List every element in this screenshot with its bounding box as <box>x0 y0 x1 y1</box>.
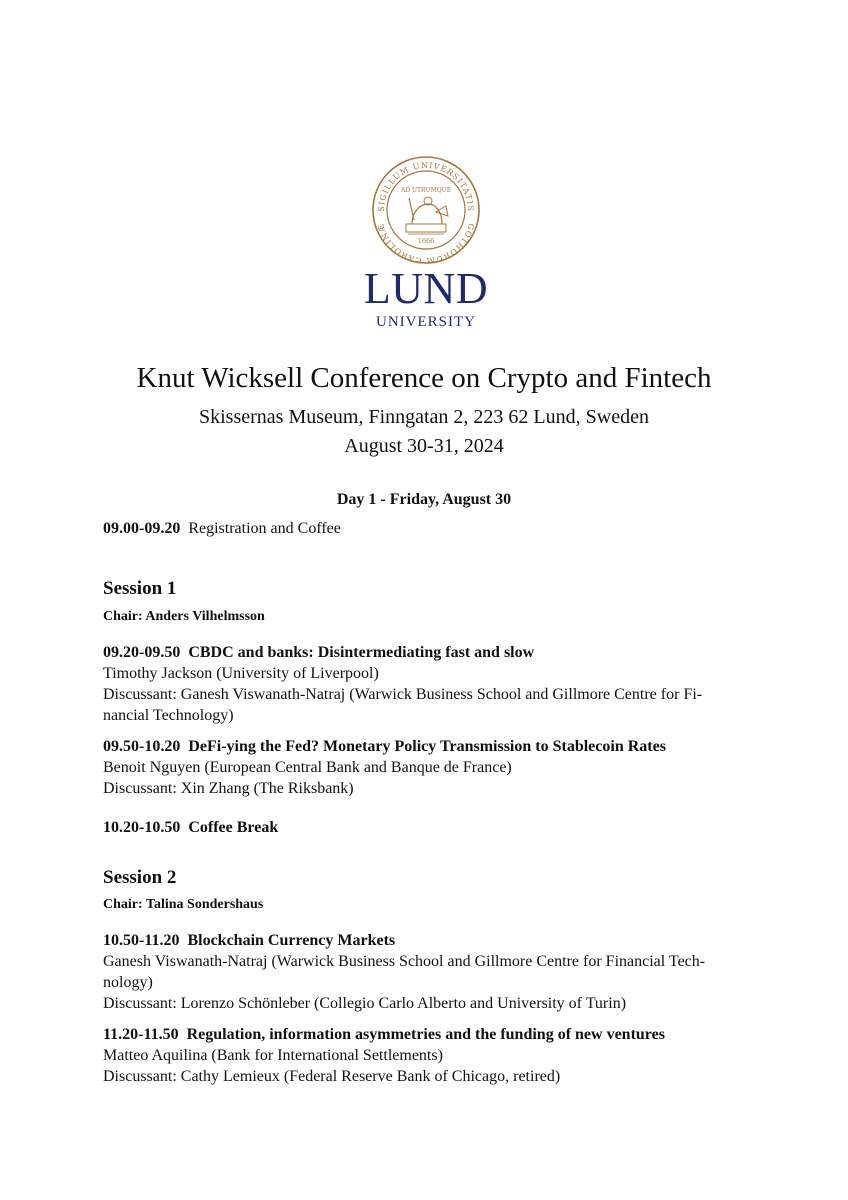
talk-4-heading <box>103 1026 665 1044</box>
conference-title: Knut Wicksell Conference on Crypto and Fintech <box>136 362 712 394</box>
registration-label: Registration and Coffee <box>188 520 341 537</box>
talk-presenter: Ganesh Viswanath-Natraj (Warwick Business School and Gillmore Centre for Financial Tech- <box>103 953 706 970</box>
registration-row <box>103 520 341 538</box>
talk-presenter-cont: nology) <box>103 974 153 991</box>
lund-university-logo <box>362 154 490 334</box>
talk-title: CBDC and banks: Disintermediating fast and slow <box>188 644 535 661</box>
talk-presenter: Timothy Jackson (University of Liverpool) <box>103 665 379 682</box>
conference-venue: Skissernas Museum, Finngatan 2, 223 62 Lund, Sweden <box>199 406 649 428</box>
svg-text:GOTHORUM CAROLINÆ: GOTHORUM CAROLINÆ <box>375 222 476 266</box>
registration-time: 09.00-09.20 <box>103 520 181 537</box>
talk-title: DeFi-ying the Fed? Monetary Policy Transmission to Stablecoin Rates <box>188 738 666 755</box>
talk-1-heading <box>103 644 534 662</box>
university-wordmark: UNIVERSITY <box>376 314 476 330</box>
talk-discussant: Discussant: Ganesh Viswanath-Natraj (Warwick Business School and Gillmore Centre for Fi- <box>103 686 703 703</box>
talk-time: 09.20-09.50 <box>103 644 181 661</box>
talk-time: 11.20-11.50 <box>103 1026 179 1043</box>
coffee-break-time: 10.20-10.50 <box>103 819 181 836</box>
session-1-title: Session 1 <box>103 578 177 599</box>
coffee-break-row <box>103 819 278 837</box>
svg-text:1666: 1666 <box>417 237 435 245</box>
talk-discussant: Discussant: Cathy Lemieux (Federal Reserve Bank of Chicago, retired) <box>103 1068 561 1085</box>
talk-presenter: Benoit Nguyen (European Central Bank and Banque de France) <box>103 759 512 776</box>
conference-dates: August 30-31, 2024 <box>344 435 504 457</box>
session-2-chair: Chair: Talina Sondershaus <box>103 897 264 912</box>
talk-title: Blockchain Currency Markets <box>187 932 396 949</box>
talk-discussant-cont: nancial Technology) <box>103 707 234 724</box>
day-heading: Day 1 - Friday, August 30 <box>336 491 512 508</box>
lund-wordmark: LUND <box>363 264 489 313</box>
svg-text:AD UTRUMQUE: AD UTRUMQUE <box>400 187 452 194</box>
coffee-break-label: Coffee Break <box>188 819 279 836</box>
talk-presenter: Matteo Aquilina (Bank for International Settlements) <box>103 1047 443 1064</box>
talk-title: Regulation, information asymmetries and the funding of new ventures <box>186 1026 665 1043</box>
session-2-title: Session 2 <box>103 867 177 888</box>
talk-2-heading <box>103 738 666 756</box>
talk-discussant: Discussant: Lorenzo Schönleber (Collegio Carlo Alberto and University of Turin) <box>103 995 627 1012</box>
university-seal-icon <box>362 154 490 266</box>
session-1-chair: Chair: Anders Vilhelmsson <box>103 609 265 624</box>
talk-discussant: Discussant: Xin Zhang (The Riksbank) <box>103 780 354 797</box>
talk-time: 09.50-10.20 <box>103 738 181 755</box>
talk-time: 10.50-11.20 <box>103 932 180 949</box>
svg-text:SIGILLUM UNIVERSITATIS: SIGILLUM UNIVERSITATIS <box>376 160 476 212</box>
talk-3-heading <box>103 932 395 950</box>
